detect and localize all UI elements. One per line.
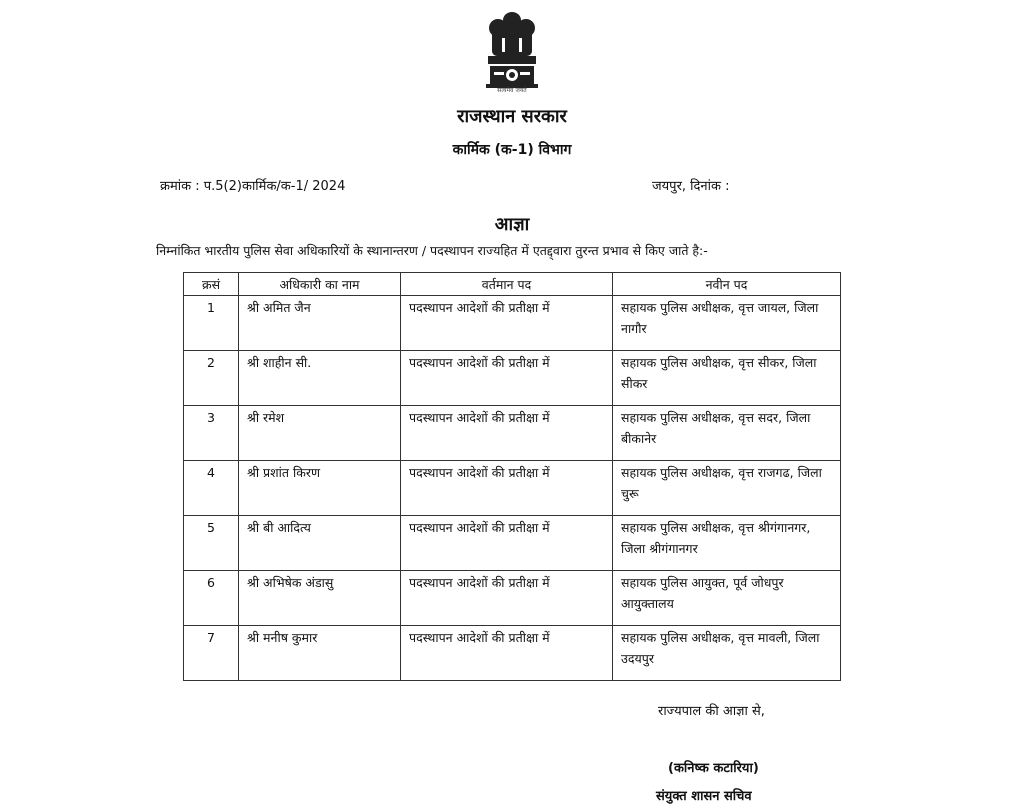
- current-post: पदस्थापन आदेशों की प्रतीक्षा में: [401, 296, 613, 351]
- new-post: सहायक पुलिस अधीक्षक, वृत्त मावली, जिला उदयपुर: [613, 626, 841, 681]
- new-post: सहायक पुलिस अधीक्षक, वृत्त जायल, जिला नागौर: [613, 296, 841, 351]
- reference-number: क्रमांक : प.5(2)कार्मिक/क-1/ 2024: [160, 179, 346, 194]
- table-row: [184, 516, 841, 571]
- serial-number: 7: [184, 626, 239, 681]
- table-row: [184, 351, 841, 406]
- transfer-table: [183, 272, 841, 681]
- current-post: पदस्थापन आदेशों की प्रतीक्षा में: [401, 626, 613, 681]
- department-title: कार्मिक (क-1) विभाग: [452, 142, 572, 158]
- table-row: [184, 461, 841, 516]
- officer-name: श्री शाहीन सी.: [239, 351, 401, 406]
- new-post: सहायक पुलिस अधीक्षक, वृत्त श्रीगंगानगर, जिला श्रीगंगानगर: [613, 516, 841, 571]
- by-order-text: राज्यपाल की आज्ञा से,: [658, 704, 765, 719]
- emblem-motto: सत्यमेव जयते: [497, 87, 527, 94]
- order-intro: निम्नांकित भारतीय पुलिस सेवा अधिकारियों के स्थानान्तरण / पदस्थापन राज्यहित में एतद्द्वारा तुरन्त प्रभाव से किए जाते है:-: [156, 243, 708, 258]
- table-row: [184, 296, 841, 351]
- officer-name: श्री प्रशांत किरण: [239, 461, 401, 516]
- serial-number: 6: [184, 571, 239, 626]
- table-row: [184, 406, 841, 461]
- column-header-officer-name: अधिकारी का नाम: [239, 273, 401, 296]
- serial-number: 2: [184, 351, 239, 406]
- signatory-name: (कनिष्क कटारिया): [668, 761, 759, 776]
- serial-number: 1: [184, 296, 239, 351]
- officer-name: श्री अमित जैन: [239, 296, 401, 351]
- new-post: सहायक पुलिस आयुक्त, पूर्व जोधपुर आयुक्तालय: [613, 571, 841, 626]
- table-row: [184, 626, 841, 681]
- place-date: जयपुर, दिनांक :: [652, 179, 730, 194]
- table-row: [184, 571, 841, 626]
- officer-name: श्री रमेश: [239, 406, 401, 461]
- current-post: पदस्थापन आदेशों की प्रतीक्षा में: [401, 571, 613, 626]
- current-post: पदस्थापन आदेशों की प्रतीक्षा में: [401, 351, 613, 406]
- serial-number: 3: [184, 406, 239, 461]
- serial-number: 5: [184, 516, 239, 571]
- new-post: सहायक पुलिस अधीक्षक, वृत्त राजगढ, जिला चुरू: [613, 461, 841, 516]
- column-header-current-post: वर्तमान पद: [401, 273, 613, 296]
- new-post: सहायक पुलिस अधीक्षक, वृत्त सदर, जिला बीकानेर: [613, 406, 841, 461]
- ashoka-emblem-icon: [478, 10, 546, 98]
- table-header-row: [184, 273, 841, 296]
- column-header-new-post: नवीन पद: [613, 273, 841, 296]
- officer-name: श्री अभिषेक अंडासु: [239, 571, 401, 626]
- officer-name: श्री बी आदित्य: [239, 516, 401, 571]
- serial-number: 4: [184, 461, 239, 516]
- order-title: आज्ञा: [494, 214, 530, 235]
- column-header-serial: क्रसं: [184, 273, 239, 296]
- government-title: राजस्थान सरकार: [457, 106, 567, 127]
- new-post: सहायक पुलिस अधीक्षक, वृत्त सीकर, जिला सीकर: [613, 351, 841, 406]
- officer-name: श्री मनीष कुमार: [239, 626, 401, 681]
- current-post: पदस्थापन आदेशों की प्रतीक्षा में: [401, 516, 613, 571]
- current-post: पदस्थापन आदेशों की प्रतीक्षा में: [401, 461, 613, 516]
- current-post: पदस्थापन आदेशों की प्रतीक्षा में: [401, 406, 613, 461]
- signatory-designation: संयुक्त शासन सचिव: [656, 789, 752, 804]
